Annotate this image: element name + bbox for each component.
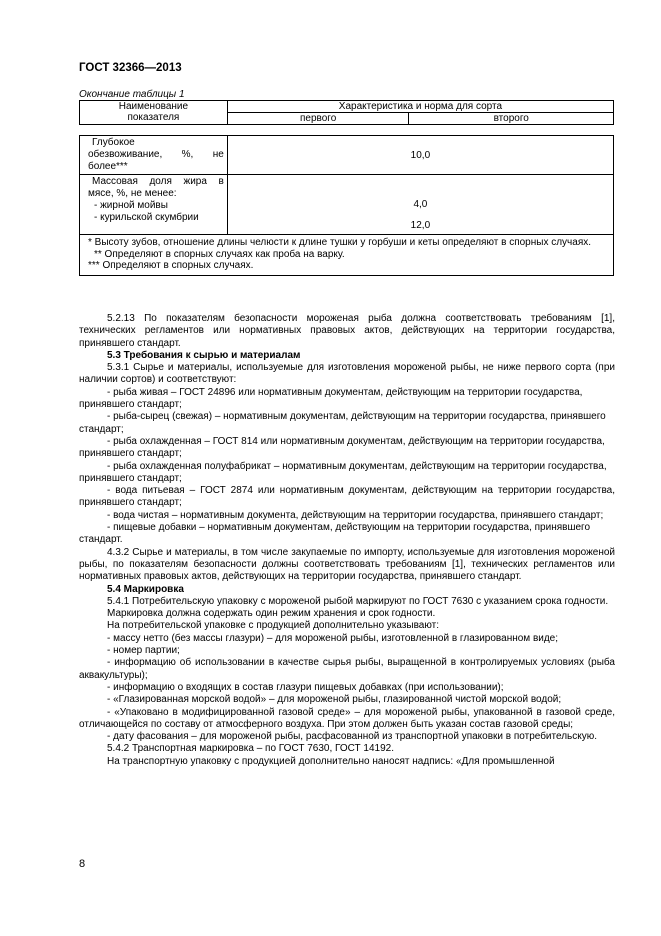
list-item: - «Упаковано в модифицированной газовой среде» – для мороженой рыбы, упакованной в газовой среде, отличающейся по составу от атмосферного воздуха. При этом должен быть указан состав газовой среды; bbox=[79, 706, 615, 730]
list-item: - рыба живая – ГОСТ 24896 или нормативным документам, действующим на территории государства, принявшего стандарт; bbox=[79, 386, 583, 411]
list-item: - информацию об использовании в качестве сырья рыбы, выращенной в контролируемых условиях (рыба аквакультуры); bbox=[79, 657, 615, 681]
list-item: - вода питьевая – ГОСТ 2874 или нормативным документам, действующим на территории государства, принявшего стандарт; bbox=[79, 485, 615, 509]
col-name-header bbox=[80, 101, 228, 125]
row1-value: 10,0 bbox=[410, 149, 431, 161]
paragraph: На транспортную упаковку с продукцией дополнительно наносят надпись: «Для промышленной bbox=[107, 755, 555, 767]
row2-value1: 4,0 bbox=[413, 199, 428, 210]
col-first-header: первого bbox=[227, 113, 409, 125]
row2-label-line1: Массовая доля жира в bbox=[92, 176, 224, 187]
col-second-header: второго bbox=[409, 113, 614, 125]
list-item: - массу нетто (без массы глазури) – для мороженой рыбы, изготовленной в глазированном виде; bbox=[107, 632, 559, 644]
col-name-header-line2: показателя bbox=[127, 112, 180, 123]
specification-table bbox=[79, 100, 614, 276]
list-item: - пищевые добавки – нормативным документам, действующим на территории государства, принявшего стандарт. bbox=[79, 522, 591, 546]
section-heading: 5.4 Маркировка bbox=[107, 583, 184, 595]
list-item: - дату фасования – для мороженой рыбы, расфасованной из транспортной упаковки в потребительскую. bbox=[107, 731, 598, 743]
section-heading: 5.3 Требования к сырью и материалам bbox=[107, 349, 301, 361]
row1-label-line3: более*** bbox=[88, 161, 128, 172]
row1-label-line2: обезвоживание, %, не bbox=[88, 149, 224, 160]
paragraph: На потребительской упаковке с продукцией дополнительно указывают: bbox=[107, 620, 440, 632]
paragraph: Маркировка должна содержать один режим хранения и срок годности. bbox=[107, 608, 436, 620]
row2-value2: 12,0 bbox=[410, 220, 431, 231]
paragraph: 5.3.1 Сырье и материалы, используемые для изготовления мороженой рыбы, не ниже первого сорта (при наличии сортов) и соответствуют: bbox=[79, 362, 615, 386]
list-item: - рыба-сырец (свежая) – нормативным документам, действующим на территории государства, принявшего стандарт; bbox=[79, 411, 606, 435]
footnote-3: *** Определяют в спорных случаях. bbox=[88, 260, 254, 271]
paragraph: 5.4.1 Потребительскую упаковку с мороженой рыбой маркируют по ГОСТ 7630 с указанием срока годности. bbox=[107, 595, 609, 607]
col-char-header: Характеристика и норма для сорта bbox=[227, 101, 613, 113]
table-row bbox=[80, 136, 614, 175]
row1-label-line1: Глубокое bbox=[92, 137, 135, 148]
table-row bbox=[80, 175, 614, 235]
col-name-header-line1: Наименование bbox=[118, 101, 189, 112]
list-item: - вода чистая – нормативным документа, действующим на территории государства, принявшего стандарт; bbox=[107, 509, 604, 521]
footnote-1: * Высоту зубов, отношение длины челюсти к длине тушки у горбуши и кеты определяют в спорных случаях. bbox=[88, 237, 592, 248]
list-item: - рыба охлажденная – ГОСТ 814 или нормативным документам, действующим на территории государства, принявшего стандарт; bbox=[79, 435, 605, 460]
document-body bbox=[79, 313, 615, 768]
paragraph: 4.3.2 Сырье и материалы, в том числе закупаемые по импорту, используемые для изготовления мороженой рыбы, по показателям безопасности должны соответствовать требованиям [1], технических регламентов или нормативных правовых актов, действующих на территории государства, принявшего стандарт. bbox=[79, 546, 615, 583]
page-number: 8 bbox=[79, 858, 86, 870]
paragraph: 5.4.2 Транспортная маркировка – по ГОСТ 7630, ГОСТ 14192. bbox=[107, 743, 395, 755]
row2-label-line2: мясе, %, не менее: bbox=[88, 188, 177, 199]
document-id: ГОСТ 32366—2013 bbox=[79, 62, 182, 74]
table-footnotes bbox=[80, 235, 614, 276]
list-item: - рыба охлажденная полуфабрикат – нормативным документам, действующим на территории государства, принявшего стандарт; bbox=[79, 460, 607, 484]
footnote-2: ** Определяют в спорных случаях как проба на варку. bbox=[94, 248, 345, 260]
list-item: - номер партии; bbox=[107, 645, 180, 657]
table-caption: Окончание таблицы 1 bbox=[79, 89, 185, 100]
row2-label-line4: - курильской скумбрии bbox=[94, 212, 199, 223]
paragraph: 5.2.13 По показателям безопасности мороженая рыба должна соответствовать требованиям [1], технических регламентов или нормативных правовых актов, действующих на территории государства, принявшего стандарт. bbox=[79, 313, 615, 349]
row2-label-line3: - жирной мойвы bbox=[94, 200, 168, 211]
list-item: - информацию о входящих в состав глазури пищевых добавках (при использовании); bbox=[107, 681, 504, 693]
list-item: - «Глазированная морской водой» – для мороженой рыбы, глазированной чистой морской водой; bbox=[107, 694, 562, 706]
